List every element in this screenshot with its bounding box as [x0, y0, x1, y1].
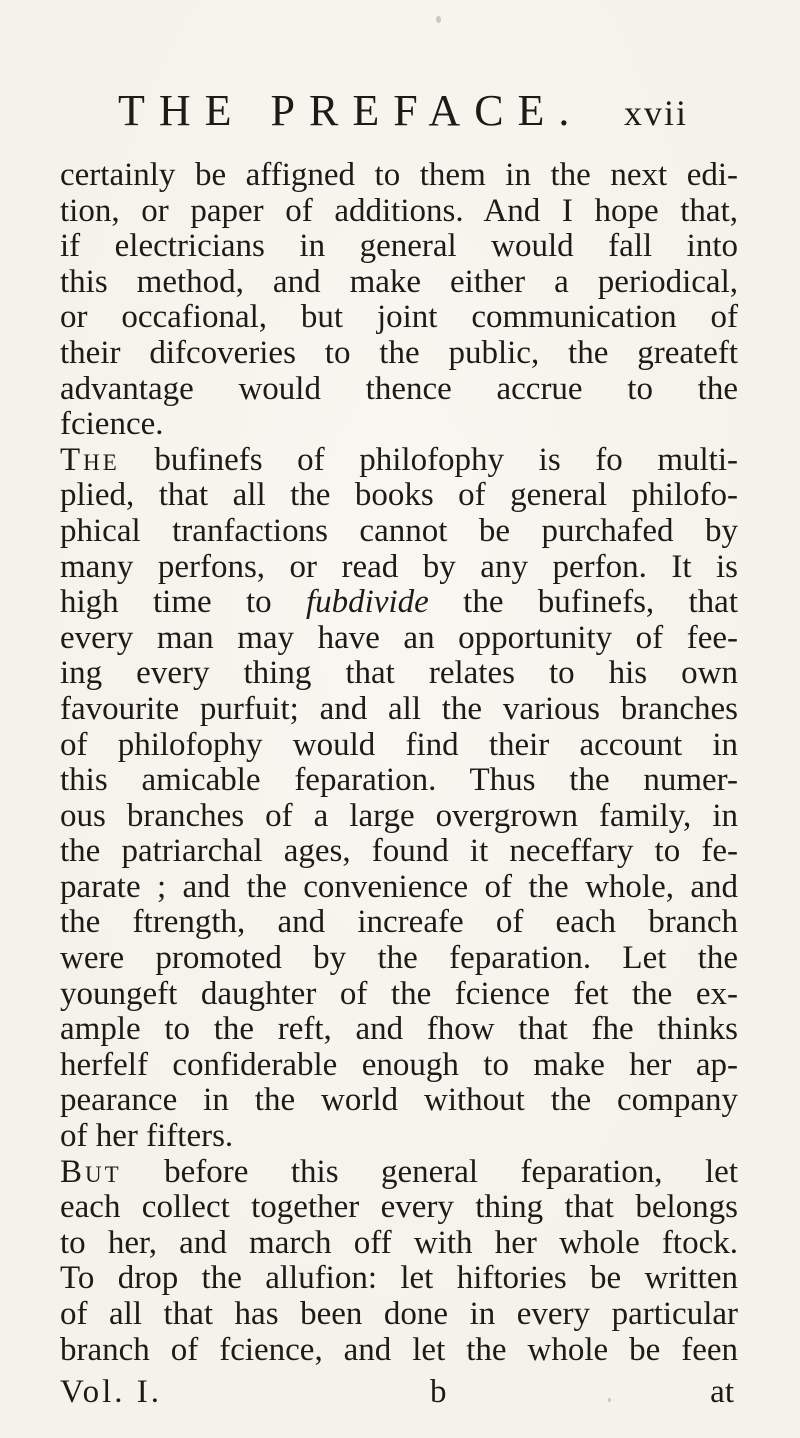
paragraph-lead-word: The — [60, 441, 120, 478]
text-line: ing every thing that relates to his own — [60, 655, 738, 692]
text-line: parate ; and the convenience of the whole, and — [60, 868, 738, 905]
text-line: this method, and make either a periodical, — [60, 263, 738, 300]
text-line: each collect together every thing that belongs — [60, 1189, 738, 1226]
text-line: youngeft daughter of the fcience fet the ex- — [60, 975, 738, 1012]
page-header — [118, 86, 688, 136]
text-line: tion, or paper of additions. And I hope that, — [60, 192, 738, 229]
text-line: pearance in the world without the company — [60, 1082, 738, 1119]
text-line: favourite purfuit; and all the various branches — [60, 690, 738, 727]
text-line: many perfons, or read by any perfon. It is — [60, 548, 738, 585]
text-line: of her fifters. — [60, 1118, 234, 1155]
text-line: phical tranfactions cannot be purchafed by — [60, 512, 738, 549]
text-line: this amicable feparation. Thus the numer- — [60, 762, 738, 799]
paragraph-2 — [60, 443, 738, 1155]
catchword: at — [710, 1374, 734, 1410]
paper-speck — [436, 16, 441, 23]
text-line — [60, 443, 738, 479]
paragraph-lead-word: But — [60, 1153, 122, 1190]
line-part: the bufinefs, that — [428, 584, 738, 621]
text-line: of philofophy would find their account in — [60, 726, 738, 763]
text-line: certainly be affigned to them in the next edi- — [60, 157, 738, 193]
text-line: every man may have an opportunity of fee- — [60, 619, 738, 656]
text-line: ample to the reft, and fhow that fhe thinks — [60, 1011, 738, 1048]
text-line: to her, and march off with her whole ftock. — [60, 1224, 738, 1261]
line-rest: bufinefs of philofophy is fo multi- — [119, 441, 738, 478]
volume-label: Vol. I. — [60, 1374, 162, 1410]
text-line: herfelf confiderable enough to make her ap- — [60, 1046, 738, 1083]
paragraph-3 — [60, 1155, 738, 1369]
paragraph-1 — [60, 158, 738, 443]
text-line: branch of fcience, and let the whole be feen — [60, 1331, 738, 1368]
italic-word: fubdivide — [306, 584, 429, 621]
text-line: the ftrength, and increafe of each branch — [60, 904, 738, 941]
text-line: fcience. — [60, 406, 164, 443]
text-line: To drop the allufion: let hiftories be written — [60, 1260, 738, 1297]
paper-speck — [608, 1398, 611, 1402]
text-line: plied, that all the books of general philofo- — [60, 477, 738, 514]
text-line — [60, 585, 738, 621]
text-line: of all that has been done in every particular — [60, 1296, 738, 1332]
text-line: were promoted by the feparation. Let the — [60, 940, 738, 977]
text-line: if electricians in general would fall into — [60, 228, 738, 265]
body-text — [60, 158, 738, 1368]
text-line — [60, 1155, 738, 1191]
running-title: THE PREFACE. — [118, 86, 584, 135]
line-rest: before this general feparation, let — [121, 1153, 738, 1190]
text-line: ous branches of a large overgrown family, in — [60, 797, 738, 834]
text-line: or occafional, but joint communication of — [60, 299, 738, 336]
text-line: their difcoveries to the public, the greateft — [60, 334, 738, 371]
text-line: the patriarchal ages, found it neceffary to fe- — [60, 833, 738, 870]
text-line: advantage would thence accrue to the — [60, 370, 738, 407]
page-footer — [60, 1372, 738, 1412]
signature-mark: b — [430, 1374, 447, 1410]
page-number: xvii — [623, 93, 688, 133]
line-part: high time to — [60, 584, 306, 621]
